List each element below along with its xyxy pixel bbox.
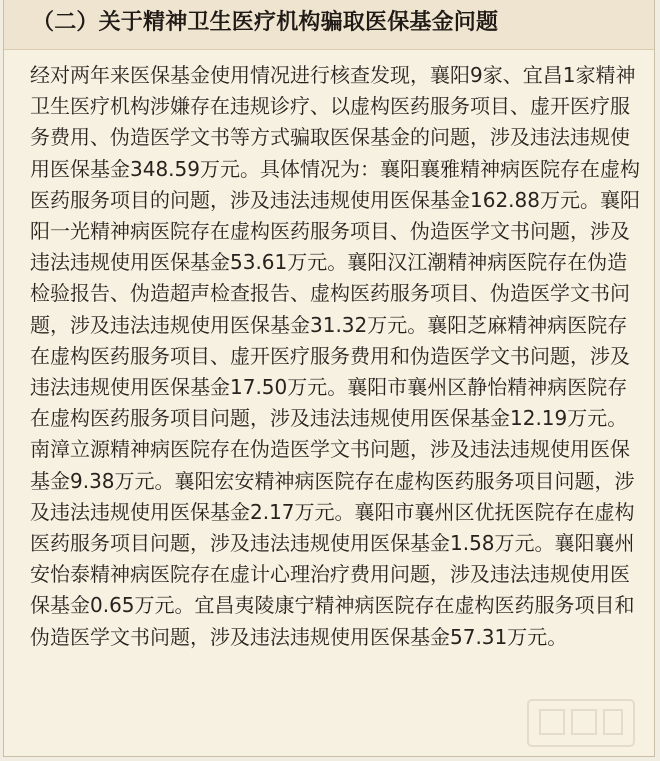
watermark-stamp-icon [526, 698, 636, 748]
body-paragraph: 经对两年来医保基金使用情况进行核查发现，襄阳9家、宜昌1家精神卫生医疗机构涉嫌存在违规诊疗、以虚构医药服务项目、虚开医疗服务费用、伪造医学文书等方式骗取医保基金的问题，涉及违法违规使用医保基金348.59万元。具体情况为：襄阳襄雅精神病医院存在虚构医药服务项目的问题，涉及违法违规使用医保基金162.88万元。襄阳阳一光精神病医院存在虚构医药服务项目、伪造医学文书问题，涉及违法违规使用医保基金53.61万元。襄阳汉江潮精神病医院存在伪造检验报告、伪造超声检查报告、虚构医药服务项目、伪造医学文书问题，涉及违法违规使用医保基金31.32万元。襄阳芝麻精神病医院存在虚构医药服务项目、虚开医疗服务费用和伪造医学文书问题，涉及违法违规使用医保基金17.50万元。襄阳市襄州区静怡精神病医院存在虚构医药服务项目问题，涉及违法违规使用医保基金12.19万元。南漳立源精神病医院存在伪造医学文书问题，涉及违法违规使用医保基金9.38万元。襄阳宏安精神病医院存在虚构医药服务项目问题，涉及违法违规使用医保基金2.17万元。襄阳市襄州区优抚医院存在虚构医药服务项目问题，涉及违法违规使用医保基金1.58万元。襄阳襄州安怡泰精神病医院存在虚计心理治疗费用问题，涉及违法违规使用医保基金0.65万元。宜昌夷陵康宁精神病医院存在虚构医药服务项目和伪造医学文书问题，涉及违法违规使用医保基金57.31万元。 [30, 63, 640, 649]
section-header [4, 0, 654, 50]
document-panel [3, 0, 655, 757]
section-title: （二）关于精神卫生医疗机构骗取医保基金问题 [32, 10, 499, 35]
